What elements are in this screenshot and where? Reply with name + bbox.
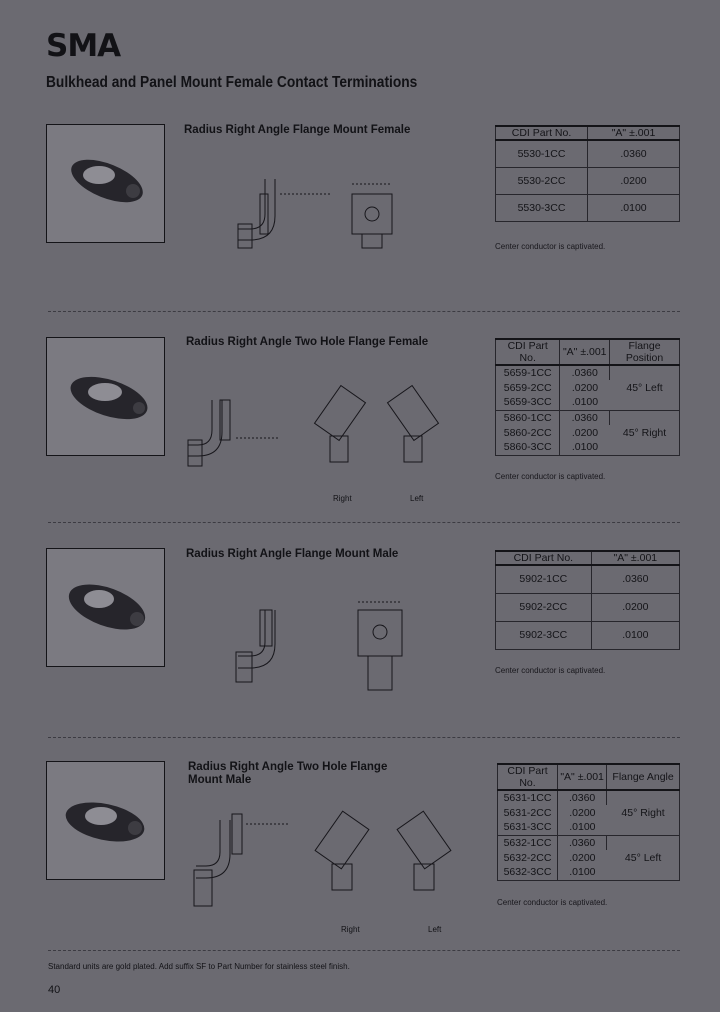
section-divider — [48, 950, 680, 951]
table-row — [496, 167, 680, 194]
dimension-a: .0360 — [560, 410, 610, 425]
dimension-a: .0100 — [571, 441, 599, 454]
page-heading: Bulkhead and Panel Mount Female Contact Terminations — [46, 74, 418, 91]
flange-position: 45° Right — [610, 410, 680, 455]
table-row — [496, 621, 680, 649]
dimension-a: .0100 — [569, 866, 596, 879]
dimension-a: .0360 — [558, 835, 607, 850]
part-number: 5530-1CC — [496, 140, 588, 167]
table-row — [498, 790, 680, 805]
dimension-a: .0200 — [571, 381, 599, 394]
dimension-drawing — [180, 370, 470, 485]
dimension-drawing — [220, 154, 400, 274]
flange-angle: 45° Right — [607, 790, 680, 835]
section-title: Radius Right Angle Two Hole Flange Female — [186, 336, 429, 348]
brand-title: SMA — [46, 28, 121, 64]
flange-position: 45° Left — [610, 365, 680, 410]
part-table — [495, 125, 680, 222]
page-number: 40 — [48, 984, 61, 996]
dimension-a: .0200 — [569, 851, 596, 864]
dimension-a: .0100 — [588, 194, 680, 221]
part-table — [497, 763, 680, 881]
dimension-drawing — [180, 800, 470, 920]
part-number: 5902-1CC — [496, 565, 592, 593]
header-flange-angle: Flange Angle — [607, 764, 680, 790]
dimension-a: .0200 — [569, 806, 596, 819]
part-number: 5530-2CC — [496, 167, 588, 194]
part-number: 5860-1CC — [496, 410, 560, 425]
dimension-a: .0360 — [560, 365, 610, 380]
part-table — [495, 550, 680, 650]
part-number: 5659-2CC — [496, 380, 560, 395]
connector-photo-1 — [46, 124, 165, 243]
view-label-right: Right — [333, 494, 352, 503]
section-divider — [48, 522, 680, 523]
dimension-a: .0100 — [591, 621, 679, 649]
part-number: 5902-3CC — [496, 621, 592, 649]
table-row — [496, 565, 680, 593]
part-number: 5659-1CC — [496, 365, 560, 380]
table-note: Center conductor is captivated. — [495, 472, 606, 481]
part-number: 5659-3CC — [496, 395, 560, 410]
header-a: "A" ±.001 — [588, 126, 680, 140]
table-row — [496, 140, 680, 167]
part-number: 5631-1CC — [498, 790, 558, 805]
view-label-left: Left — [428, 925, 442, 934]
part-number: 5631-3CC — [498, 820, 558, 835]
section-title: Radius Right Angle Two Hole Flange Mount Male — [188, 761, 388, 786]
header-part-no: CDI Part No. — [496, 126, 588, 140]
part-number: 5902-2CC — [496, 593, 592, 621]
header-flange-position: Flange Position — [610, 339, 680, 365]
table-note: Center conductor is captivated. — [495, 242, 606, 251]
part-number: 5632-2CC — [498, 850, 558, 865]
dimension-a: .0360 — [588, 140, 680, 167]
header-part-no: CDI Part No. — [496, 339, 560, 365]
header-a: "A" ±.001 — [560, 339, 610, 365]
view-label-left: Left — [410, 494, 424, 503]
table-note: Center conductor is captivated. — [495, 666, 606, 675]
view-label-right: Right — [341, 925, 360, 934]
dimension-a: .0360 — [558, 790, 607, 805]
part-number: 5632-3CC — [498, 865, 558, 880]
table-row — [496, 365, 680, 380]
part-table — [495, 338, 680, 456]
header-a: "A" ±.001 — [558, 764, 607, 790]
part-number: 5860-2CC — [496, 425, 560, 440]
dimension-a: .0200 — [571, 426, 599, 439]
section-divider — [48, 737, 680, 738]
dimension-a: .0200 — [588, 167, 680, 194]
dimension-a: .0360 — [591, 565, 679, 593]
flange-angle: 45° Left — [607, 835, 680, 880]
dimension-drawing — [220, 580, 410, 710]
connector-photo-4 — [46, 761, 165, 880]
section-title: Radius Right Angle Flange Mount Male — [186, 548, 399, 560]
table-note: Center conductor is captivated. — [497, 898, 608, 907]
part-number: 5631-2CC — [498, 805, 558, 820]
part-number: 5632-1CC — [498, 835, 558, 850]
header-part-no: CDI Part No. — [498, 764, 558, 790]
table-row — [496, 593, 680, 621]
part-number: 5860-3CC — [496, 440, 560, 455]
table-row — [498, 835, 680, 850]
part-number: 5530-3CC — [496, 194, 588, 221]
table-row — [496, 410, 680, 425]
section-title: Radius Right Angle Flange Mount Female — [184, 124, 411, 136]
connector-photo-2 — [46, 337, 165, 456]
footnote: Standard units are gold plated. Add suffix SF to Part Number for stainless steel finish. — [48, 962, 350, 971]
table-row — [496, 194, 680, 221]
section-divider — [48, 311, 680, 312]
dimension-a: .0200 — [591, 593, 679, 621]
dimension-a: .0100 — [569, 821, 596, 834]
connector-photo-3 — [46, 548, 165, 667]
header-a: "A" ±.001 — [591, 551, 679, 565]
header-part-no: CDI Part No. — [496, 551, 592, 565]
dimension-a: .0100 — [571, 396, 599, 409]
